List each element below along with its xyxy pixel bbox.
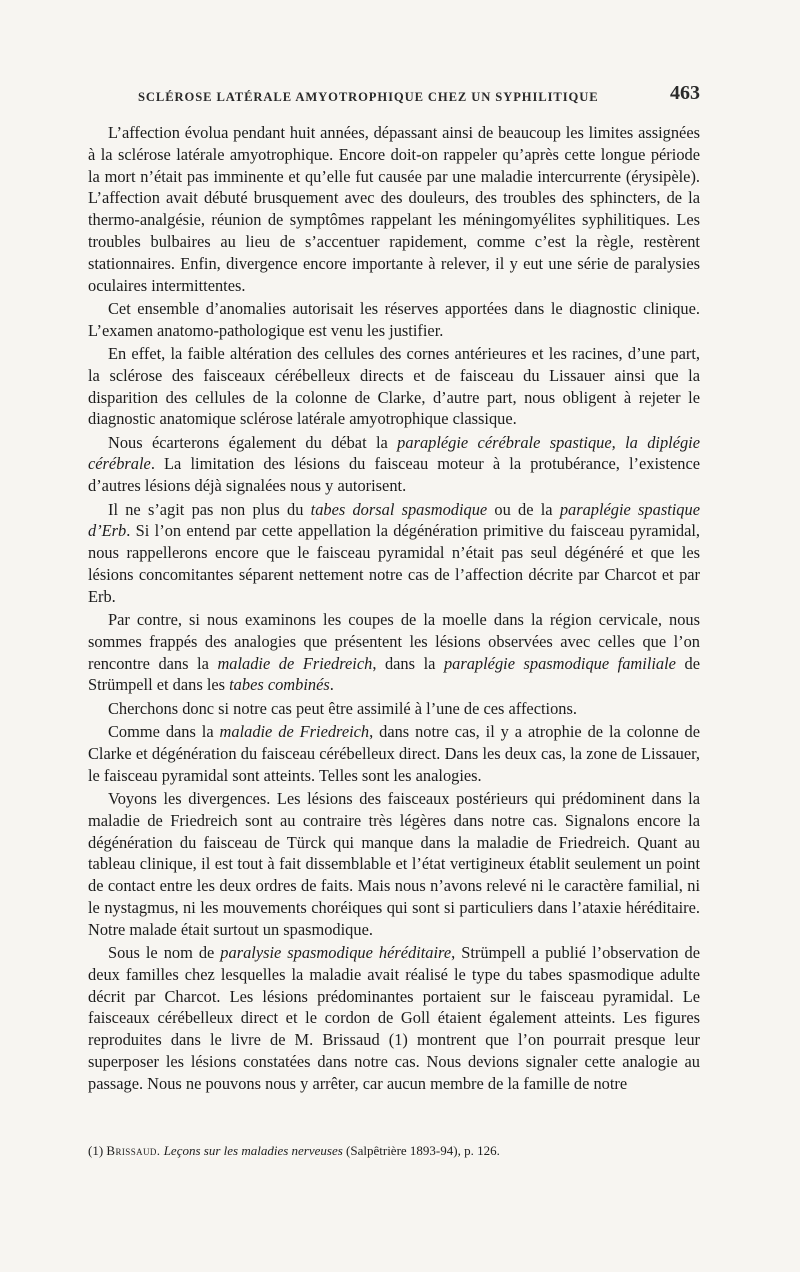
- page-number: 463: [670, 82, 700, 104]
- paragraph: [88, 721, 700, 786]
- italic-term: paralysie spasmodique héréditaire: [220, 942, 452, 962]
- text-run: . Si l’on entend par cette appellation la dégénération primitive du faisceau pyramidal, nous rappellerons encore que le faisceau pyramidal n’était pas seul dégénéré et que les lésions concomitantes séparent nettement notre cas de l’affection décrite par Charcot et par Erb.: [88, 521, 700, 606]
- paragraph: [88, 942, 700, 1095]
- footnote-title: Leçons sur les maladies nerveuses: [163, 1143, 343, 1158]
- footnote-rest: (Salpêtrière 1893-94), p. 126.: [346, 1143, 500, 1158]
- footnote-marker: (1): [88, 1143, 104, 1158]
- text-run: Sous le nom de: [108, 942, 221, 962]
- text-run: Comme dans la: [108, 722, 220, 742]
- italic-term: tabes dorsal spasmodique: [310, 499, 488, 519]
- italic-term: paraplégie cérébrale spastique, la diplégie cérébrale: [88, 432, 700, 474]
- text-run: , Strümpell a publié l’observation de deux familles chez lesquelles la maladie avait réalisé le type du tabes spasmodique adulte décrit par Charcot. Les lésions prédominantes portaient sur le faisceau pyramidal. Le faisceaux cérébelleux direct et le cordon de Goll étaient également atteints. Les figures reproduites dans le livre de M. Brissaud (1) montrent que l’on pourrait presque leur superposer les lésions constatées dans notre cas. Nous devions signaler cette analogie au passage. Nous ne pouvons nous y arrêter, car aucun membre de la famille de notre: [88, 942, 701, 1093]
- text-run: En effet, la faible altération des cellules des cornes antérieures et les racines, d’une part, la sclérose des faisceaux cérébelleux directs et de faisceau du Lissauer ainsi que la disparition des cellules de la colonne de Clarke, d’autre part, nous obligent à rejeter le diagnostic anatomique sclérose latérale amyotrophique classique.: [88, 343, 700, 429]
- text-run: , dans notre cas, il y a atrophie de la colonne de Clarke et dégénération du faisceau cérébelleux direct. Dans les deux cas, la zone de Lissauer, le faisceau pyramidal sont atteints. Telles sont les analogies.: [88, 722, 700, 785]
- text-run: Cherchons donc si notre cas peut être assimilé à l’une de ces affections.: [108, 698, 577, 718]
- paragraph: [88, 609, 700, 696]
- paragraph: [88, 343, 700, 430]
- text-run: , dans la: [372, 653, 444, 673]
- italic-term: paraplégie spasmodique familiale: [443, 653, 676, 673]
- body-text: [88, 122, 700, 1095]
- paragraph: [88, 698, 700, 720]
- text-run: .: [329, 675, 334, 695]
- text-run: Par contre, si nous examinons les coupes de la moelle dans la région cervicale, nous sommes frappés des analogies que présentent les lésions observées avec celles que l’on rencontre dans la: [88, 610, 700, 673]
- running-head: SCLÉROSE LATÉRALE AMYOTROPHIQUE CHEZ UN SYPHILITIQUE: [138, 90, 599, 104]
- italic-term: tabes combinés: [229, 675, 330, 695]
- text-run: de Strümpell et dans les: [88, 653, 700, 695]
- paragraph: [88, 432, 700, 497]
- page-header: [88, 82, 700, 110]
- paragraph: [88, 298, 700, 342]
- text-run: . La limitation des lésions du faisceau moteur à la protubérance, l’existence d’autres lésions déjà signalées nous y autorisent.: [88, 454, 700, 496]
- italic-term: maladie de Friedreich: [219, 722, 370, 742]
- italic-term: maladie de Friedreich: [217, 653, 373, 673]
- paragraph: [88, 122, 700, 296]
- footnote: [88, 1142, 700, 1159]
- text-run: Il ne s’agit pas non plus du: [108, 499, 311, 519]
- paragraph: [88, 499, 700, 608]
- footnote-author: Brissaud.: [106, 1143, 161, 1158]
- paragraph: [88, 788, 700, 941]
- text-run: Voyons les divergences. Les lésions des faisceaux postérieurs qui prédominent dans la maladie de Friedreich sont au contraire très légères dans notre cas. Signalons encore la dégénération du faisceau de Türck qui manque dans la maladie de Friedreich. Quant au tableau clinique, il est tout à fait dissemblable et l’état vertigineux établit seulement un point de contact entre les deux ordres de faits. Mais nous n’avons relevé ni le caractère familial, ni le nystagmus, ni les mouvements choréiques qui sont si particuliers dans l’ataxie héréditaire. Notre malade était surtout un spasmodique.: [88, 788, 700, 939]
- text-run: Nous écarterons également du débat la: [108, 432, 398, 452]
- text-run: Cet ensemble d’anomalies autorisait les réserves apportées dans le diagnostic clinique. L’examen anatomo-pathologique est venu les justifier.: [88, 298, 700, 340]
- italic-term: paraplégie spastique d’Erb: [88, 499, 700, 541]
- text-run: ou de la: [487, 499, 560, 519]
- text-run: L’affection évolua pendant huit années, dépassant ainsi de beaucoup les limites assignées à la sclérose latérale amyotrophique. Encore doit-on rappeler qu’après cette longue période la mort n’était pas imminente et qu’elle fut causée par une maladie intercurrente (érysipèle). L’affection avait débuté brusquement avec des douleurs, des troubles des sphincters, de la thermo-analgésie, réunion de symptômes rappelant les méningomyélites syphilitiques. Les troubles bulbaires au lieu de s’accentuer rapidement, comme c’est la règle, restèrent stationnaires. Enfin, divergence encore importante à relever, il y eut une série de paralysies oculaires intermittentes.: [88, 123, 700, 295]
